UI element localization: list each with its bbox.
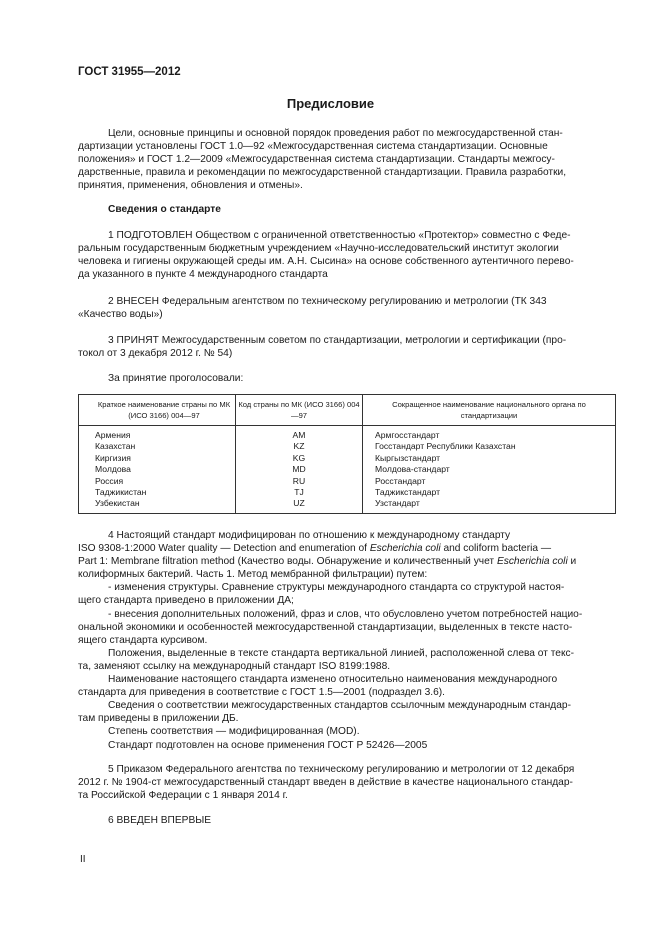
code-cell: MD [236,464,363,475]
code-cell: UZ [236,498,363,513]
intro-line: принятия, применения, обновления и отмены». [78,180,303,192]
table-row [79,498,616,513]
country-cell: Киргизия [79,453,236,464]
item-4-line: 4 Настоящий стандарт модифицирован по отношению к международному стандарту [108,530,511,541]
header-country: Краткое наименование страны по МК (ИСО 3166) 004—97 [79,395,236,426]
references-line: Сведения о соответствии межгосударственных стандартов ссылочным международным стандар- [108,700,571,712]
item-4-paragraph [78,529,618,752]
document-code: ГОСТ 31955—2012 [78,66,181,78]
organ-cell: Росстандарт [363,476,616,487]
organ-cell: Кыргызстандарт [363,453,616,464]
item-3-line: токол от 3 декабря 2012 г. № 54) [78,348,233,360]
name-change-line: Наименование настоящего стандарта изменено относительно наименования международного [108,674,558,686]
organ-cell: Госстандарт Республики Казахстан [363,441,616,452]
code-cell: KG [236,453,363,464]
item-4-line: Part 1: Membrane filtration method (Качество воды. Обнаружение и количественный учет Escherichia coli и [78,556,577,568]
name-change-line: стандарта для приведения в соответствие с ГОСТ 1.5—2001 (подраздел 3.6). [78,687,446,699]
table-row [79,441,616,452]
dash-item-line: щего стандарта приведено в приложении ДА; [78,595,294,607]
degree-line: Степень соответствия — модифицированная (MOD). [108,726,360,738]
item-5-paragraph [78,763,618,802]
country-cell: Армения [79,426,236,442]
table-header-row [79,395,616,426]
references-line: там приведены в приложении ДБ. [78,713,239,725]
table-row [79,453,616,464]
organ-cell: Армгосстандарт [363,426,616,442]
vote-label: За принятие проголосовали: [108,373,244,384]
dash-item-line: ящего стандарта курсивом. [78,634,208,646]
item-4-line: колиформных бактерий. Часть 1. Метод мембранной фильтрации) путем: [78,569,428,581]
item-2-line: 2 ВНЕСЕН Федеральным агентством по техническому регулированию и метрологии (ТК 343 [108,296,547,307]
species-name: Escherichia coli [369,543,441,555]
intro-line: положения» и ГОСТ 1.2—2009 «Межгосударственная система стандартизации. Стандарты межгосу- [78,154,555,166]
intro-paragraph [78,127,618,192]
table-row [79,464,616,475]
code-cell: RU [236,476,363,487]
table-row [79,426,616,442]
table-row [79,476,616,487]
item-5-line: та Российской Федерации с 1 января 2014 г. [78,790,288,802]
dash-item-line: ональной экономики и особенностей межгосударственной стандартизации, выделенных в тексте насто- [78,621,573,633]
header-organ: Сокращенное наименование национального органа по стандартизации [363,395,616,426]
item-1-line: ральным государственным бюджетным учреждением «Научно-исследовательский институт экологии [78,243,559,255]
item-1-line: да указанного в пункте 4 международного стандарта [78,269,328,281]
basis-line: Стандарт подготовлен на основе применения ГОСТ Р 52426—2005 [108,739,428,751]
intro-line: Цели, основные принципы и основной порядок проведения работ по межгосударственной стан- [108,128,563,139]
item-2-paragraph [78,295,618,321]
dash-item: - внесения дополнительных положений, фраз и слов, что обусловлено учетом потребностей нацио- [108,608,583,620]
item-6-paragraph [78,814,618,827]
item-3-paragraph [78,334,618,360]
species-name: Escherichia coli [496,556,568,568]
section-title: Сведения о стандарте [108,204,221,215]
country-cell: Молдова [79,464,236,475]
item-6-line: 6 ВВЕДЕН ВПЕРВЫЕ [108,815,212,826]
table-row [79,487,616,498]
item-1-paragraph [78,229,618,281]
page-number: II [80,854,86,865]
positions-line: та, заменяют ссылку на международный стандарт ISO 8199:1988. [78,660,391,672]
intro-line: дартизации установлены ГОСТ 1.0—92 «Межгосударственная система стандартизации. Основные [78,141,548,153]
voting-table [78,394,616,514]
code-cell: AM [236,426,363,442]
organ-cell: Молдова-стандарт [363,464,616,475]
item-1-line: 1 ПОДГОТОВЛЕН Обществом с ограниченной ответственностью «Протектор» совместно с Феде- [108,230,571,241]
item-3-line: 3 ПРИНЯТ Межгосударственным советом по стандартизации, метрологии и сертификации (про- [108,335,567,346]
code-cell: TJ [236,487,363,498]
page-title: Предисловие [286,96,375,111]
intro-line: дарственные, правила и рекомендации по межгосударственной стандартизации. Правила разработки, [78,167,567,179]
organ-cell: Узстандарт [363,498,616,513]
organ-cell: Таджикстандарт [363,487,616,498]
item-5-line: 5 Приказом Федерального агентства по техническому регулированию и метрологии от 12 декабря [108,764,575,775]
item-1-line: человека и гигиены окружающей среды им. А.Н. Сысина» на основе собственного аутентичного перево- [78,256,574,268]
country-cell: Узбекистан [79,498,236,513]
positions-line: Положения, выделенные в тексте стандарта вертикальной линией, расположенной слева от текс- [108,647,575,659]
country-cell: Казахстан [79,441,236,452]
code-cell: KZ [236,441,363,452]
dash-item: - изменения структуры. Сравнение структуры международного стандарта со структурой настоя- [108,582,565,594]
item-5-line: 2012 г. № 1904-ст межгосударственный стандарт введен в действие в качестве национального стандар- [78,777,573,789]
country-cell: Таджикистан [79,487,236,498]
item-4-line: ISO 9308-1:2000 Water quality — Detection and enumeration of Escherichia coli and coliform bacteria — [78,543,552,555]
country-cell: Россия [79,476,236,487]
header-code: Код страны по МК (ИСО 3166) 004—97 [236,395,363,426]
item-2-line: «Качество воды») [78,309,163,321]
